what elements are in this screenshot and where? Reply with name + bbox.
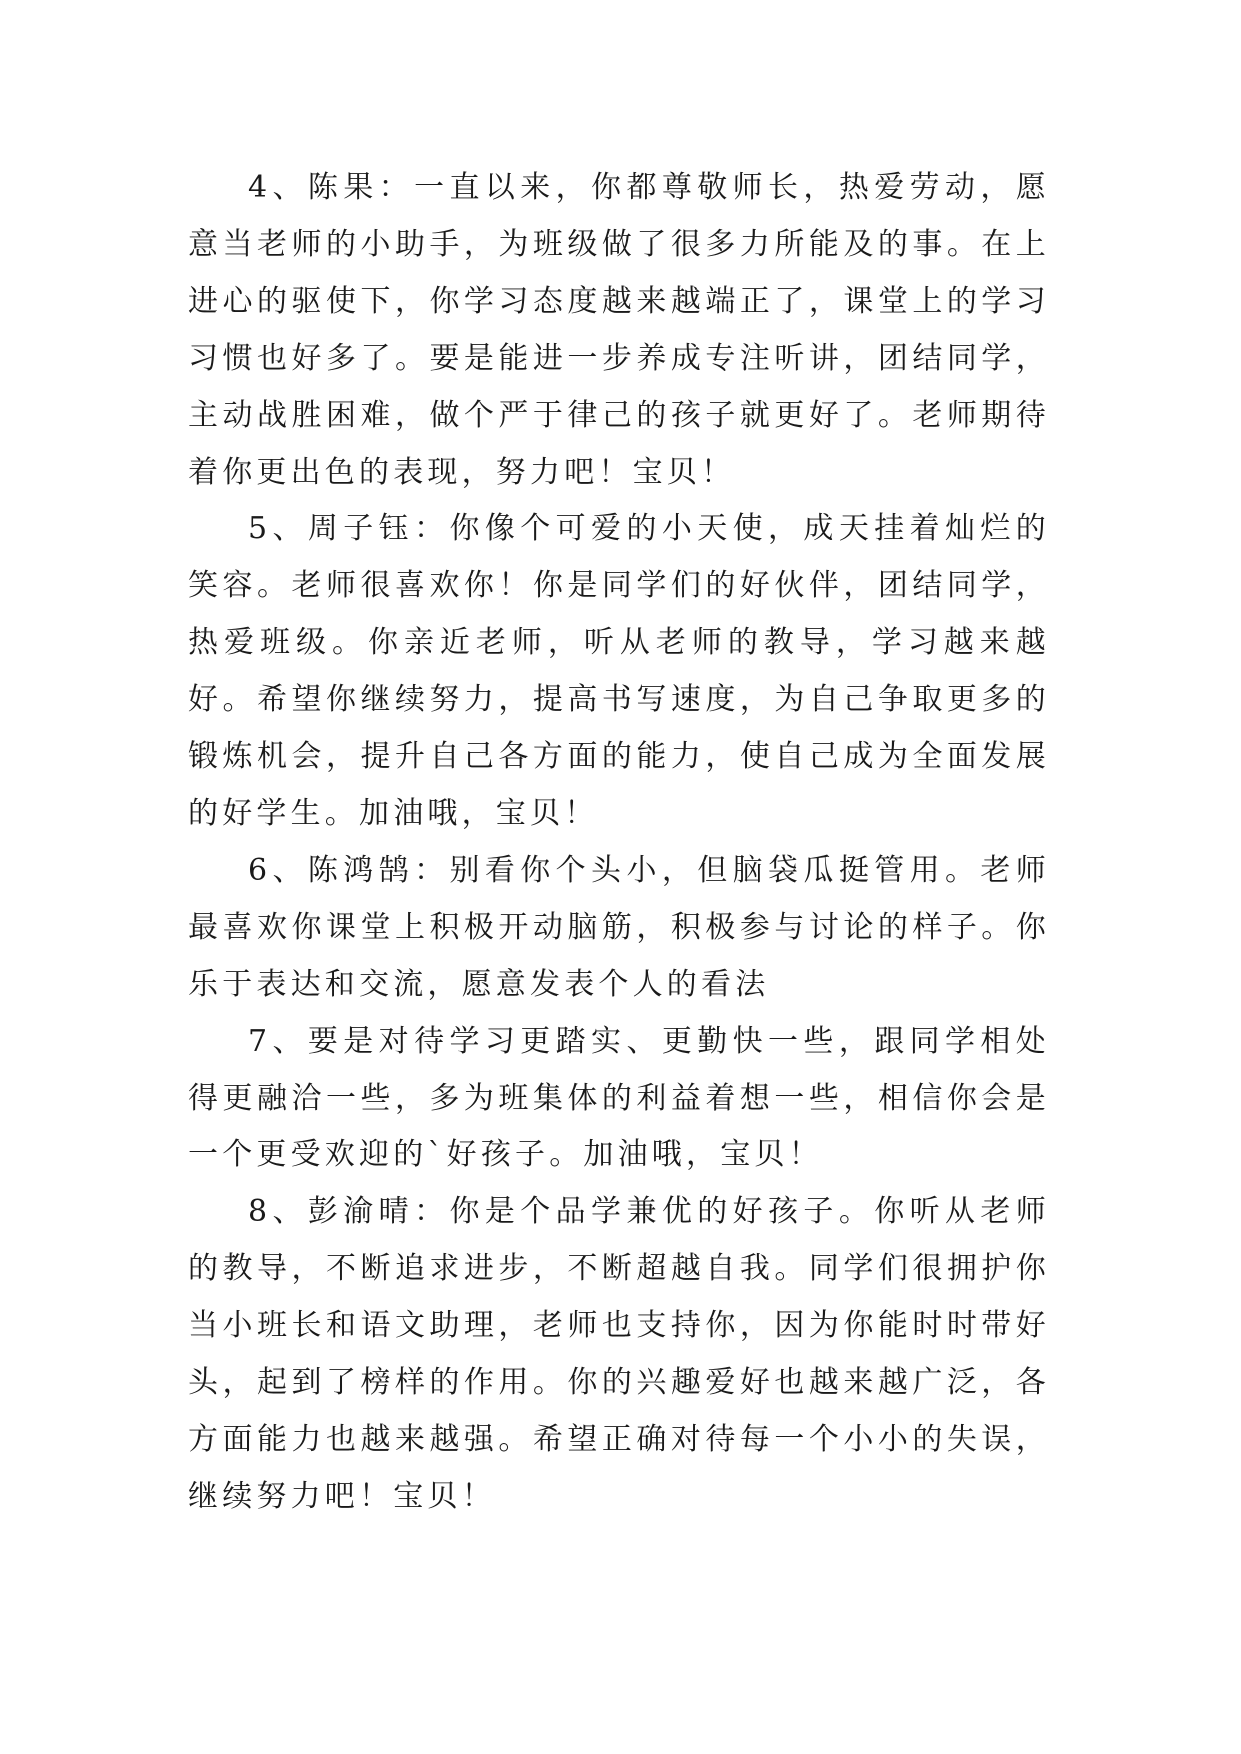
paragraph-comment-7: 7、要是对待学习更踏实、更勤快一些，跟同学相处得更融洽一些，多为班集体的利益着想一些，相信你会是一个更受欢迎的`好孩子。加油哦，宝贝！ <box>188 1023 1050 1173</box>
paragraph-comment-5: 5、周子钰：你像个可爱的小天使，成天挂着灿烂的笑容。老师很喜欢你！你是同学们的好伙伴，团结同学，热爱班级。你亲近老师，听从老师的教导，学习越来越好。希望你继续努力，提高书写速度，为自己争取更多的锻炼机会，提升自己各方面的能力，使自己成为全面发展的好学生。加油哦，宝贝！ <box>188 511 1050 831</box>
paragraph-comment-6: 6、陈鸿鹄：别看你个头小，但脑袋瓜挺管用。老师最喜欢你课堂上积极开动脑筋，积极参与讨论的样子。你乐于表达和交流，愿意发表个人的看法 <box>188 852 1050 1002</box>
document-body <box>188 160 1050 1526</box>
paragraph-comment-8: 8、彭渝晴：你是个品学兼优的好孩子。你听从老师的教导，不断追求进步，不断超越自我。同学们很拥护你当小班长和语文助理，老师也支持你，因为你能时时带好头，起到了榜样的作用。你的兴趣爱好也越来越广泛，各方面能力也越来越强。希望正确对待每一个小小的失误，继续努力吧！宝贝！ <box>188 1194 1050 1514</box>
paragraph-comment-4: 4、陈果：一直以来，你都尊敬师长，热爱劳动，愿意当老师的小助手，为班级做了很多力所能及的事。在上进心的驱使下，你学习态度越来越端正了，课堂上的学习习惯也好多了。要是能进一步养成专注听讲，团结同学，主动战胜困难，做个严于律己的孩子就更好了。老师期待着你更出色的表现，努力吧！宝贝！ <box>188 170 1050 490</box>
